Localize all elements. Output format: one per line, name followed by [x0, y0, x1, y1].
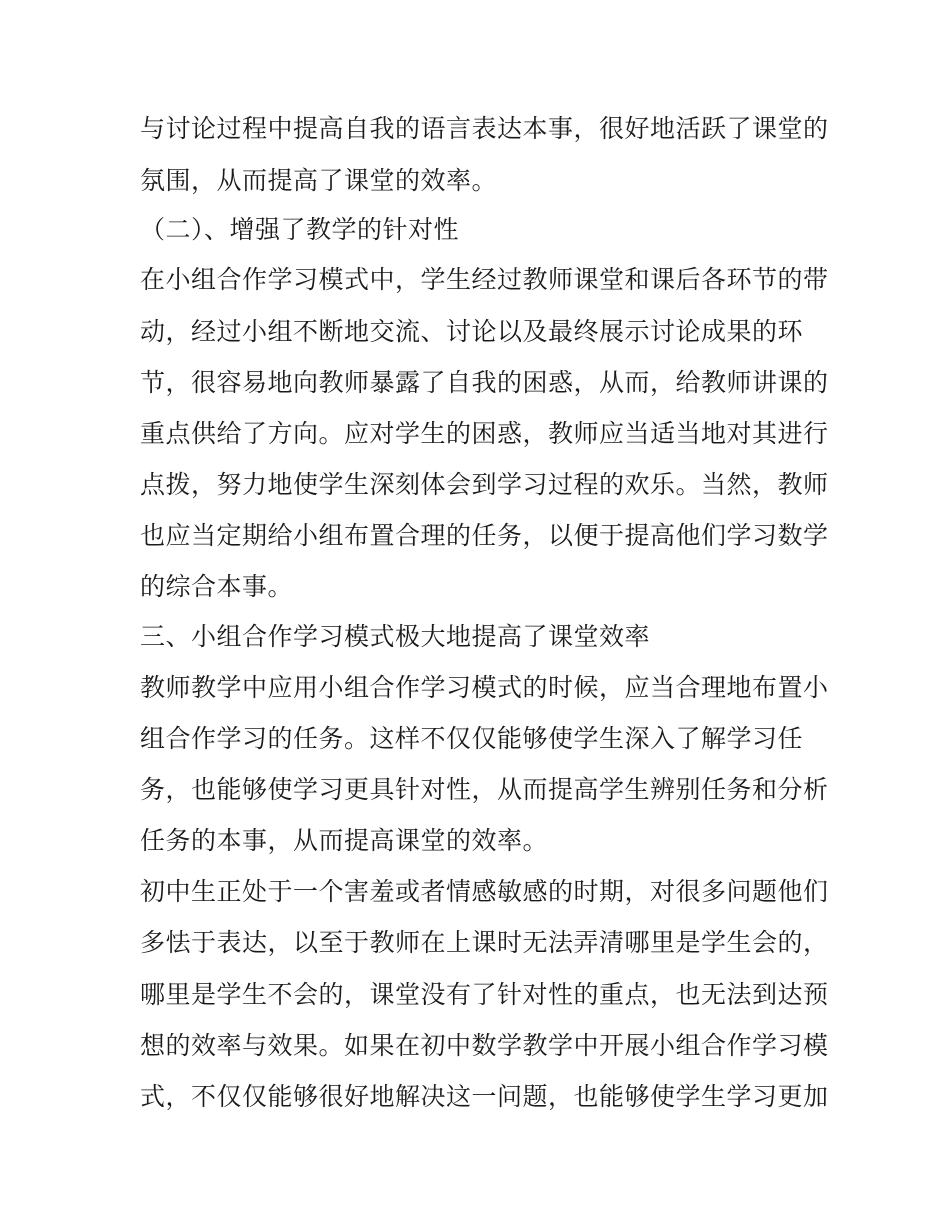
text-line: 在小组合作学习模式中，学生经过教师课堂和课后各环节的带	[140, 265, 829, 294]
section-heading: （二）、增强了教学的针对性	[140, 215, 460, 244]
section-heading: 三、小组合作学习模式极大地提高了课堂效率	[140, 622, 651, 651]
text-line: 的综合本事。	[140, 572, 294, 601]
text-line: 点拨，努力地使学生深刻体会到学习过程的欢乐。当然，教师	[140, 470, 829, 499]
text-line: 氛围，从而提高了课堂的效率。	[140, 166, 498, 195]
text-line: 也应当定期给小组布置合理的任务，以便于提高他们学习数学	[140, 521, 829, 550]
text-line: 初中生正处于一个害羞或者情感敏感的时期，对很多问题他们	[140, 877, 829, 906]
text-line: 哪里是学生不会的，课堂没有了针对性的重点，也无法到达预	[140, 980, 829, 1009]
text-line: 动，经过小组不断地交流、讨论以及最终展示讨论成果的环	[140, 317, 804, 346]
text-line: 务，也能够使学习更具针对性，从而提高学生辨别任务和分析	[140, 775, 829, 804]
text-line: 多怯于表达，以至于教师在上课时无法弄清哪里是学生会的，	[140, 928, 829, 957]
text-line: 式，不仅仅能够很好地解决这一问题，也能够使学生学习更加	[140, 1082, 829, 1111]
text-line: 想的效率与效果。如果在初中数学教学中开展小组合作学习模	[140, 1031, 829, 1060]
text-line: 任务的本事，从而提高课堂的效率。	[140, 826, 549, 855]
text-line: 重点供给了方向。应对学生的困惑，教师应当适当地对其进行	[140, 419, 829, 448]
text-line: 节，很容易地向教师暴露了自我的困惑，从而，给教师讲课的	[140, 368, 829, 397]
text-line: 与讨论过程中提高自我的语言表达本事，很好地活跃了课堂的	[140, 114, 829, 143]
text-line: 组合作学习的任务。这样不仅仅能够使学生深入了解学习任	[140, 724, 804, 753]
text-line: 教师教学中应用小组合作学习模式的时候，应当合理地布置小	[140, 673, 829, 702]
